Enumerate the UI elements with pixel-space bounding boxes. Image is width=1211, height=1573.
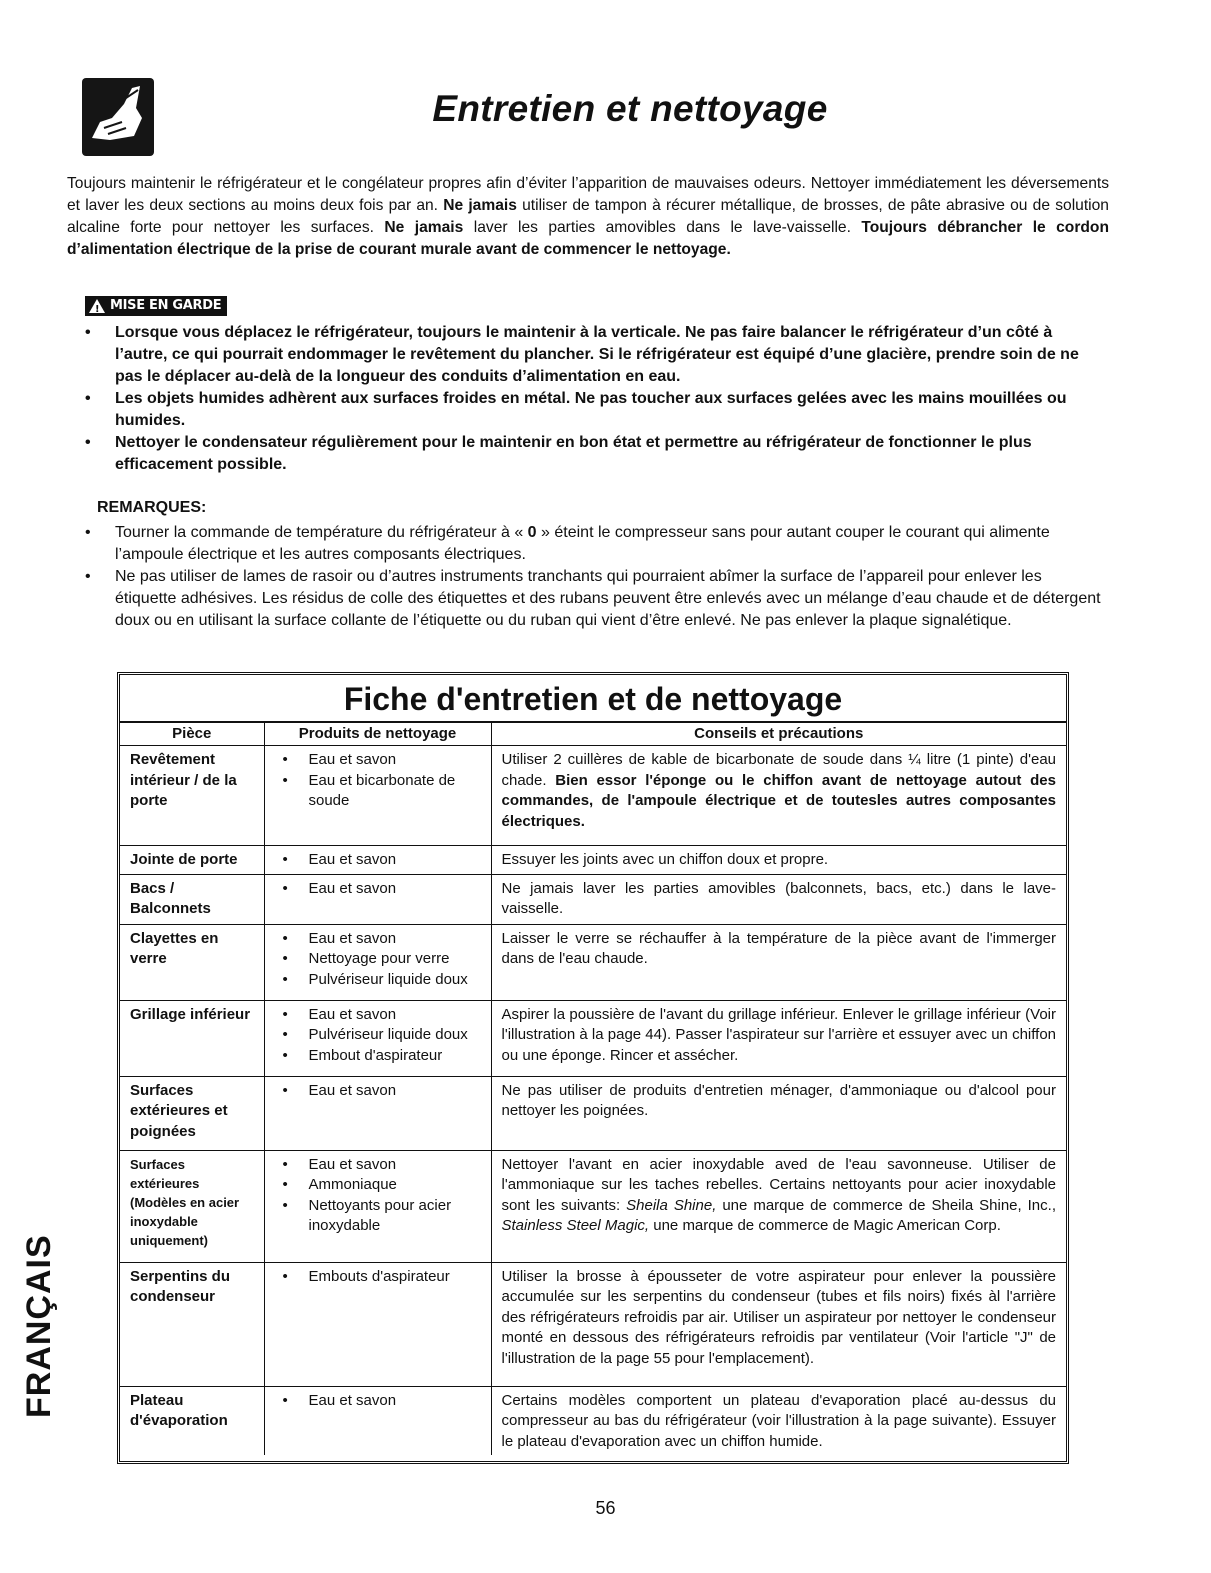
cell-produits	[264, 746, 491, 846]
cell-conseil: Utiliser 2 cuillères de kable de bicarbonate de soude dans ¼ litre (1 pinte) d'eau chade. Bien essor l'éponge ou le chiffon avant de nettoyage autout des commandes, de l'ampoule électrique et de toutesles autres composantes électriques.	[491, 746, 1066, 846]
product-item: • Pulvériseur liquide doux	[275, 970, 481, 991]
cell-produits	[264, 1076, 491, 1150]
product-item: • Eau et savon	[275, 929, 481, 950]
warning-item: • Nettoyer le condensateur régulièrement pour le maintenir en bon état et permettre au réfrigérateur de fonctionner le plus efficacement possible.	[85, 432, 1105, 476]
product-item: • Eau et savon	[275, 750, 481, 771]
page-title: Entretien et nettoyage	[432, 88, 828, 129]
product-item: • Pulvériseur liquide doux	[275, 1025, 481, 1046]
cell-conseil: Utiliser la brosse à épousseter de votre aspirateur pour enlever la poussière accumulée sur les serpentins du condenseur (tubes et fils noirs) fixés àl l'arrière des réfrigérateurs refroidis par air. Utiliser un aspirateur por nettoyer le condenseur monté en dessous des réfrigérateurs refroidis par ventilateur (Voir l'article "J" de l'illustration de la page 55 pour l'emplacement).	[491, 1262, 1066, 1386]
table-row	[120, 846, 1066, 875]
product-item: • Eau et savon	[275, 1391, 481, 1412]
cell-conseil: Essuyer les joints avec un chiffon doux et propre.	[491, 846, 1066, 875]
cell-produits	[264, 924, 491, 1000]
column-header-piece: Pièce	[120, 723, 264, 746]
warning-item: • Lorsque vous déplacez le réfrigérateur, toujours le maintenir à la verticale. Ne pas faire balancer le réfrigérateur d’un côté à l’autre, ce qui pourrait endommager le revêtement du plancher. Si le réfrigérateur est équipé d’une glacière, prendre soin de ne pas le déplacer au-delà de la longueur des conduits d’alimentation en eau.	[85, 322, 1105, 388]
warning-item: • Les objets humides adhèrent aux surfaces froides en métal. Ne pas toucher aux surfaces gelées avec les mains mouillées ou humides.	[85, 388, 1105, 432]
product-item: • Eau et savon	[275, 1155, 481, 1176]
warning-list	[85, 322, 1105, 476]
remark-item: • Tourner la commande de température du réfrigérateur à « 0 » éteint le compresseur sans pour autant couper le courant qui alimente l’ampoule électrique et les autres composants électriques.	[85, 522, 1105, 566]
product-item: • Eau et savon	[275, 850, 481, 871]
product-item: • Embouts d'aspirateur	[275, 1267, 481, 1288]
cell-piece: Jointe de porte	[120, 846, 264, 875]
cell-conseil: Certains modèles comportent un plateau d'evaporation placé au-dessus du compresseur au bas du réfrigérateur (voir l'illustration à la page suivante). Essuyer le plateau d'evaporation avec un chiffon humide.	[491, 1386, 1066, 1455]
product-item: • Eau et savon	[275, 1081, 481, 1102]
care-chart-title: Fiche d'entretien et de nettoyage	[120, 675, 1066, 723]
cell-conseil: Ne jamais laver les parties amovibles (balconnets, bacs, etc.) dans le lave-vaisselle.	[491, 874, 1066, 924]
cell-piece: Surfaces extérieures et poignées	[120, 1076, 264, 1150]
table-row	[120, 1386, 1066, 1455]
table-row	[120, 1076, 1066, 1150]
remarks-heading: REMARQUES:	[97, 499, 207, 516]
product-item: • Nettoyants pour acier inoxydable	[275, 1196, 481, 1237]
table-row	[120, 1150, 1066, 1262]
product-item: • Eau et bicarbonate de soude	[275, 771, 481, 812]
cell-conseil: Laisser le verre se réchauffer à la température de la pièce avant de l'immerger dans de l'eau chaude.	[491, 924, 1066, 1000]
table-row	[120, 1000, 1066, 1076]
language-side-label: FRANÇAIS	[20, 1234, 58, 1418]
cell-conseil: Aspirer la poussière de l'avant du grillage inférieur. Enlever le grillage inférieur (Voir l'illustration à la page 44). Passer l'aspirateur sur l'arrière et essuyer avec un chiffon ou une éponge. Rincer et assécher.	[491, 1000, 1066, 1076]
table-row	[120, 874, 1066, 924]
cell-piece: Surfaces extérieures (Modèles en acier inoxydable uniquement)	[120, 1150, 264, 1262]
warning-badge: ! MISE EN GARDE	[85, 296, 227, 316]
cleaning-hand-icon	[82, 78, 154, 156]
column-header-produits: Produits de nettoyage	[264, 723, 491, 746]
cell-produits	[264, 1262, 491, 1386]
cell-produits	[264, 1386, 491, 1455]
cell-piece: Revêtement intérieur / de la porte	[120, 746, 264, 846]
remark-item: • Ne pas utiliser de lames de rasoir ou d’autres instruments tranchants qui pourraient abîmer la surface de l’appareil pour enlever les étiquette adhésives. Les résidus de colle des étiquettes et des rubans peuvent être enlevés avec un mélange d’eau chaude et de détergent doux ou en utilisant la surface collante de l’étiquette ou du ruban qui vient d’être enlevé. Ne pas enlever la plaque signalétique.	[85, 566, 1105, 632]
warning-triangle-icon	[89, 299, 105, 313]
product-item: • Eau et savon	[275, 1005, 481, 1026]
table-header-row	[120, 723, 1066, 746]
care-table	[120, 723, 1066, 1455]
cell-piece: Bacs / Balconnets	[120, 874, 264, 924]
cell-piece: Plateau d'évaporation	[120, 1386, 264, 1455]
column-header-conseils: Conseils et précautions	[491, 723, 1066, 746]
product-item: • Eau et savon	[275, 879, 481, 900]
cell-conseil: Nettoyer l'avant en acier inoxydable aved de l'eau savonneuse. Utiliser de l'ammoniaque sur les taches rebelles. Certains nettoyants pour acier inoxydable sont les suivants: Sheila Shine, une marque de commerce de Sheila Shine, Inc., Stainless Steel Magic, une marque de commerce de Magic American Corp.	[491, 1150, 1066, 1262]
cell-produits	[264, 1150, 491, 1262]
cell-produits	[264, 1000, 491, 1076]
remarks-list	[85, 522, 1105, 632]
page-number: 56	[595, 1498, 616, 1518]
intro-paragraph: Toujours maintenir le réfrigérateur et le congélateur propres afin d’éviter l’apparition de mauvaises odeurs. Nettoyer immédiatement les déversements et laver les deux sections au moins deux fois par an. Ne jamais utiliser de tampon à récurer métallique, de brosses, de pâte abrasive ou de solution alcaline forte pour nettoyer les surfaces. Ne jamais laver les parties amovibles dans le lave-vaisselle. Toujours débrancher le cordon d’alimentation électrique de la prise de courant murale avant de commencer le nettoyage.	[67, 175, 1109, 258]
table-row	[120, 746, 1066, 846]
product-item: • Ammoniaque	[275, 1175, 481, 1196]
cell-piece: Grillage inférieur	[120, 1000, 264, 1076]
product-item: • Embout d'aspirateur	[275, 1046, 481, 1067]
cell-produits	[264, 874, 491, 924]
cell-piece: Clayettes en verre	[120, 924, 264, 1000]
care-chart	[117, 672, 1069, 1464]
table-row	[120, 924, 1066, 1000]
cell-conseil: Ne pas utiliser de produits d'entretien ménager, d'ammoniaque ou d'alcool pour nettoyer les poignées.	[491, 1076, 1066, 1150]
product-item: • Nettoyage pour verre	[275, 949, 481, 970]
table-row	[120, 1262, 1066, 1386]
cell-produits	[264, 846, 491, 875]
cell-piece: Serpentins du condenseur	[120, 1262, 264, 1386]
